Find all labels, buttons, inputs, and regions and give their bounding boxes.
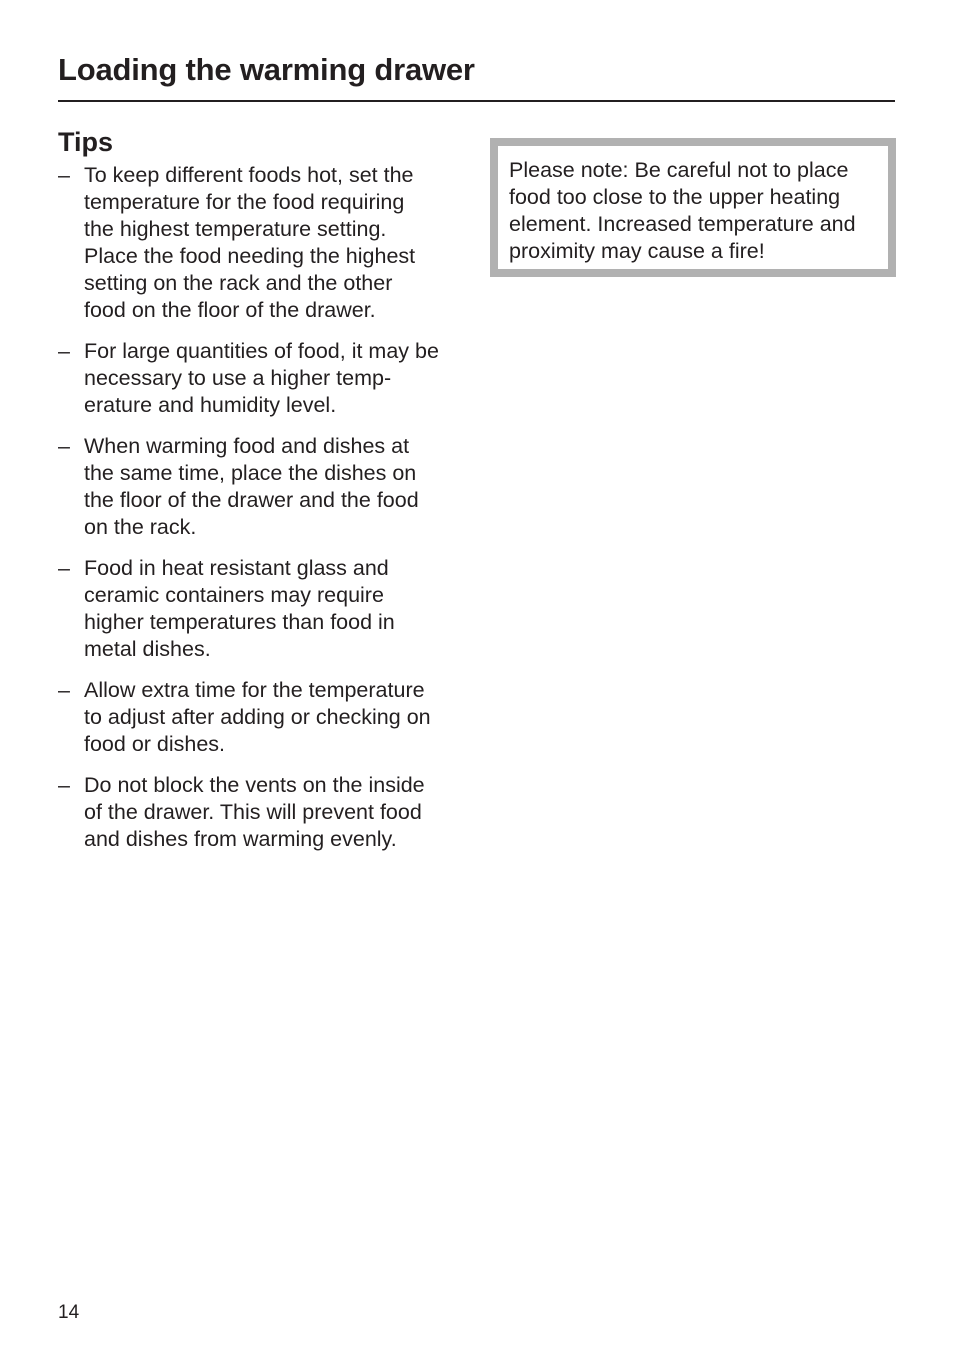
page-number: 14 (58, 1302, 80, 1323)
tip-item (58, 772, 468, 853)
dash-bullet: – (58, 163, 70, 187)
dash-bullet: – (58, 773, 70, 797)
tip-item (58, 433, 468, 541)
dash-bullet: – (58, 678, 70, 702)
tip-item (58, 677, 468, 758)
tip-line: food or dishes. (84, 732, 226, 756)
tip-line: setting on the rack and the other (84, 271, 393, 295)
tip-line: on the rack. (84, 515, 197, 539)
tip-line: ceramic containers may require (84, 583, 384, 607)
tips-heading: Tips (58, 127, 114, 157)
note-line: food too close to the upper heating (509, 185, 841, 209)
tip-line: Allow extra time for the temperature (84, 678, 425, 702)
tip-line: temperature for the food requiring (84, 190, 405, 214)
tip-line: to adjust after adding or checking on (84, 705, 431, 729)
page-title: Loading the warming drawer (58, 52, 475, 87)
tip-line: the same time, place the dishes on (84, 461, 417, 485)
tip-line: Food in heat resistant glass and (84, 556, 389, 580)
tip-item (58, 555, 468, 663)
title-divider (58, 100, 895, 102)
tip-line: Do not block the vents on the inside (84, 773, 425, 797)
tip-line: the highest temperature setting. (84, 217, 387, 241)
tip-line: For large quantities of food, it may be (84, 339, 439, 363)
tip-line: erature and humidity level. (84, 393, 337, 417)
tip-line: food on the floor of the drawer. (84, 298, 376, 322)
note-line: Please note: Be careful not to place (509, 158, 849, 182)
note-line: proximity may cause a fire! (509, 239, 765, 263)
tip-line: of the drawer. This will prevent food (84, 800, 422, 824)
warning-note-box (490, 138, 896, 277)
tip-line: metal dishes. (84, 637, 211, 661)
tip-line: higher temperatures than food in (84, 610, 395, 634)
tip-item (58, 338, 468, 419)
tip-line: When warming food and dishes at (84, 434, 410, 458)
tip-line: and dishes from warming evenly. (84, 827, 397, 851)
tip-line: To keep different foods hot, set the (84, 163, 414, 187)
tips-list (58, 162, 468, 853)
tips-section (58, 124, 468, 867)
dash-bullet: – (58, 434, 70, 458)
note-line: element. Increased temperature and (509, 212, 856, 236)
tip-line: the floor of the drawer and the food (84, 488, 419, 512)
dash-bullet: – (58, 556, 70, 580)
tip-line: necessary to use a higher temp- (84, 366, 392, 390)
dash-bullet: – (58, 339, 70, 363)
tip-line: Place the food needing the highest (84, 244, 416, 268)
tip-item (58, 162, 468, 324)
